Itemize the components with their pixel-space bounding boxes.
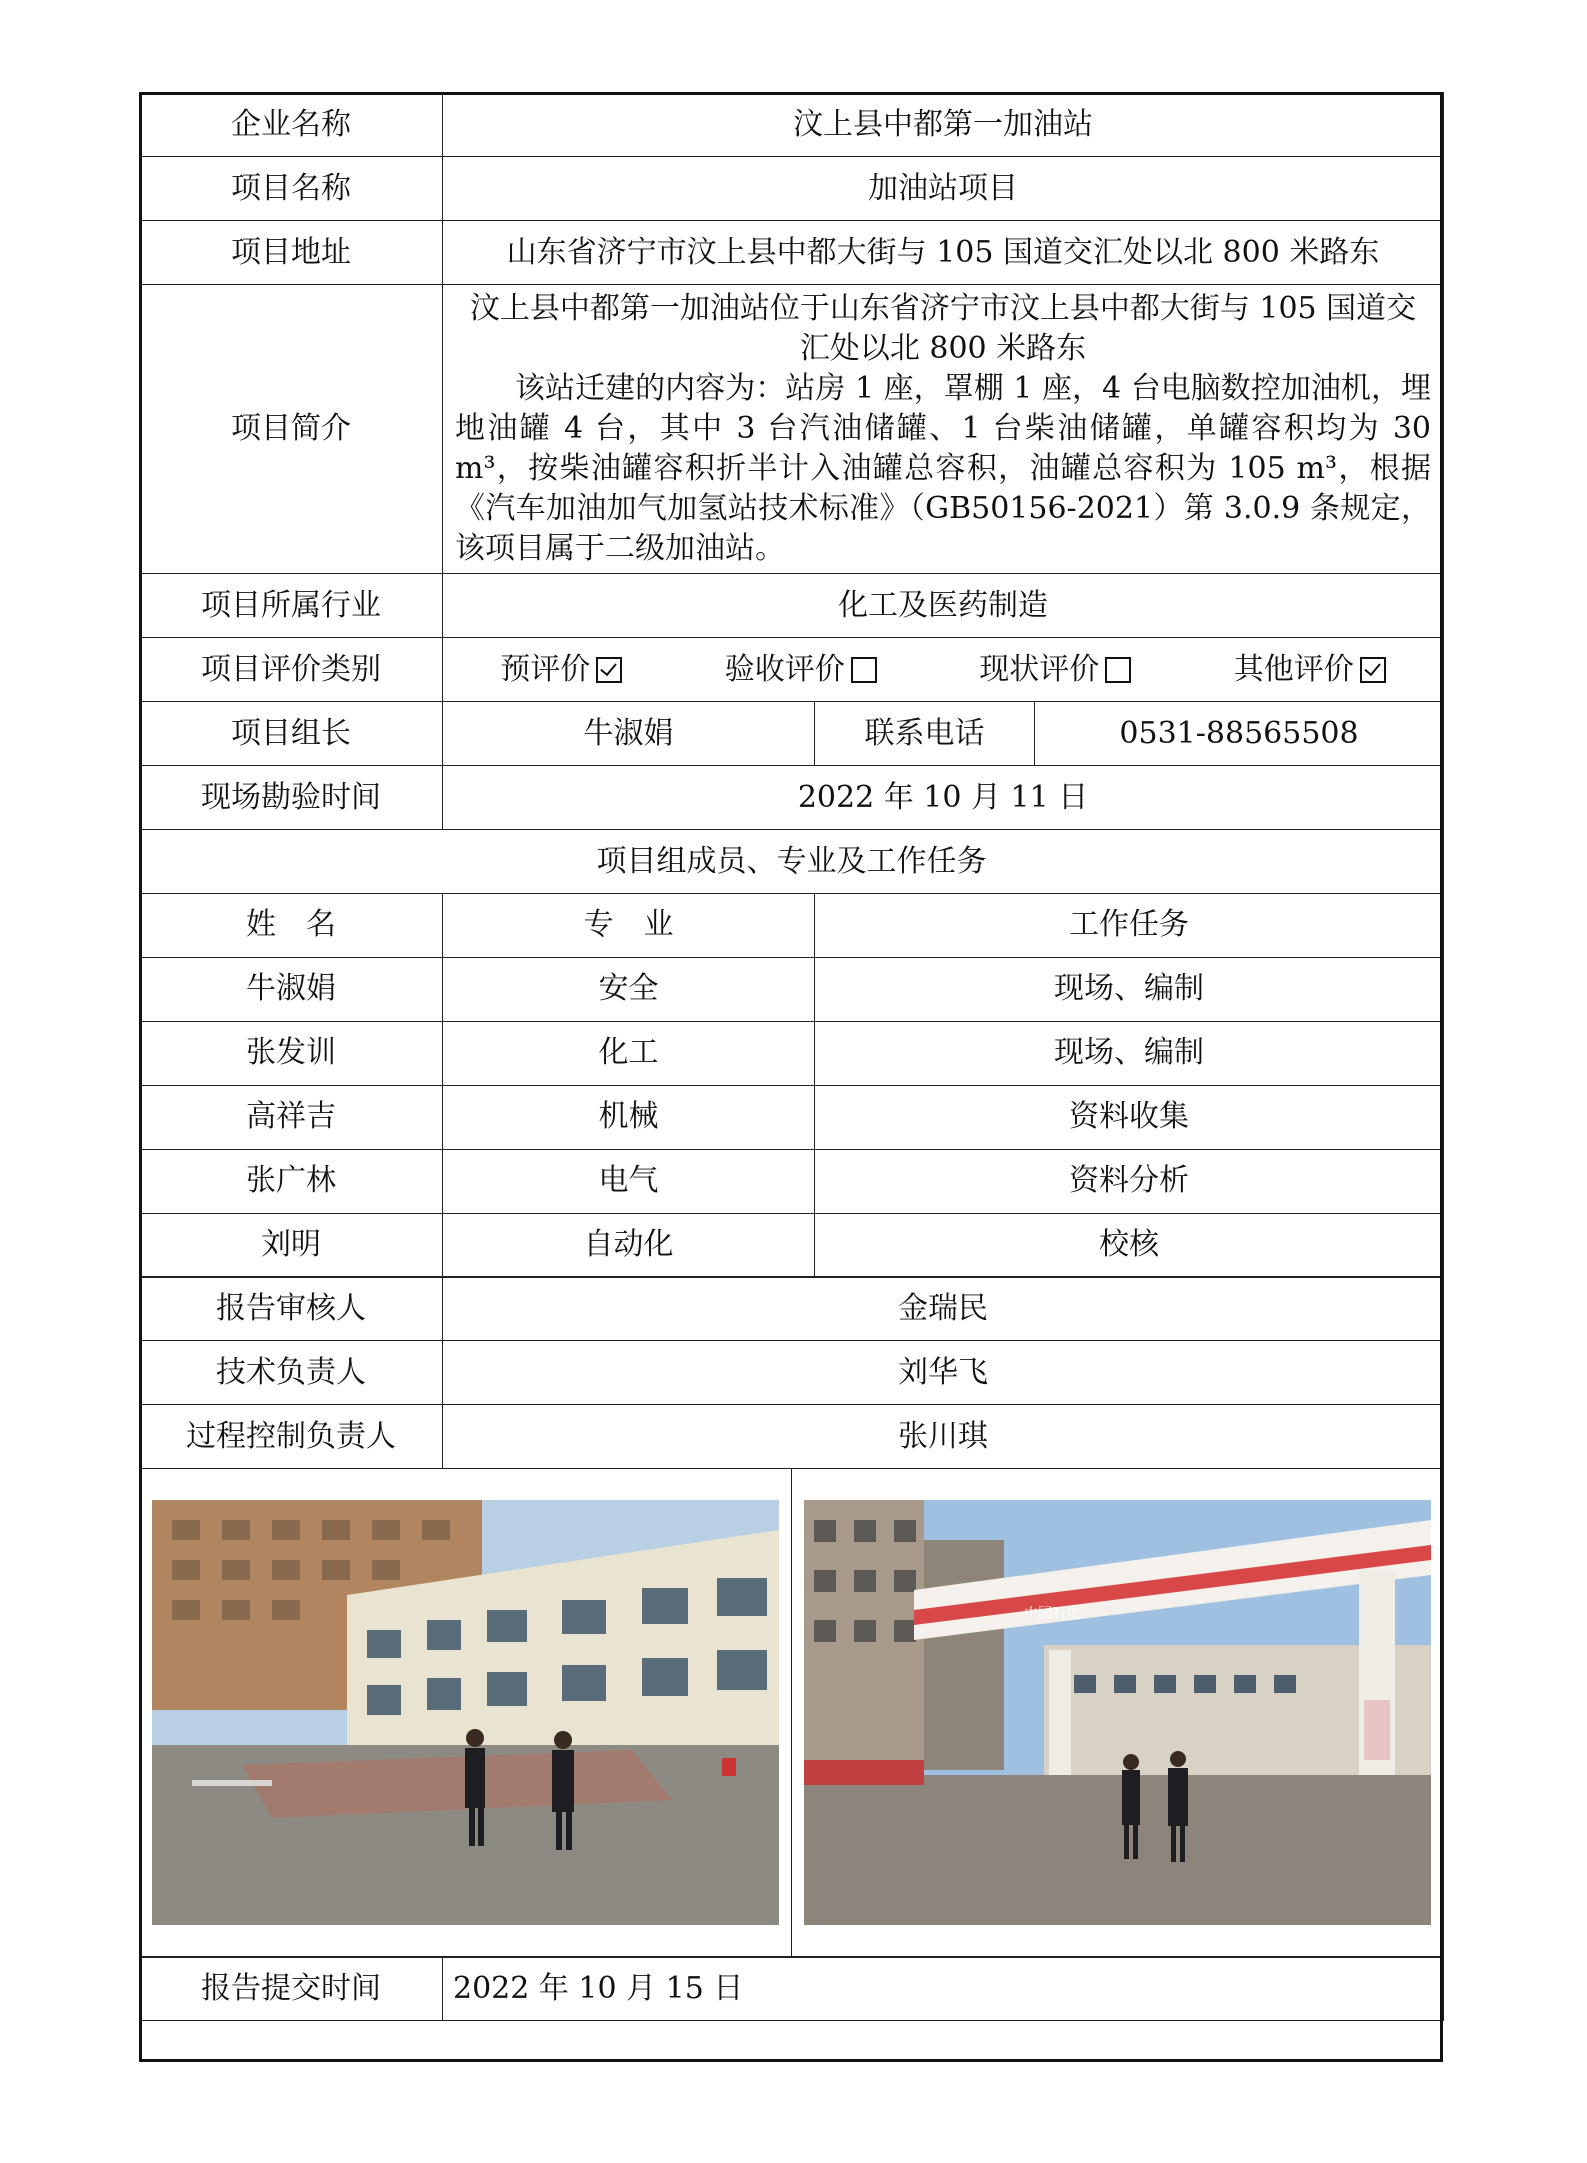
team-leader-label: 项目组长 xyxy=(140,702,443,766)
member-name: 牛淑娟 xyxy=(140,957,443,1021)
header-major: 专 业 xyxy=(443,893,815,957)
process-lead-label: 过程控制负责人 xyxy=(140,1405,443,1469)
project-name-value: 加油站项目 xyxy=(443,157,1444,221)
table-row xyxy=(140,1085,1444,1149)
member-name: 张广林 xyxy=(140,1149,443,1213)
signoff-table xyxy=(139,1276,1444,1469)
submit-time-value: 2022 年 10 月 15 日 xyxy=(443,1957,1444,2021)
checkbox-empty-icon[interactable] xyxy=(1105,657,1131,683)
member-task: 资料分析 xyxy=(815,1149,1444,1213)
option-status-evaluation[interactable] xyxy=(979,650,1131,690)
project-intro-label: 项目简介 xyxy=(140,285,443,574)
reviewer-value: 金瑞民 xyxy=(443,1277,1444,1341)
submit-time-label: 报告提交时间 xyxy=(140,1957,443,2021)
phone-value: 0531-88565508 xyxy=(1035,702,1444,766)
tech-lead-value: 刘华飞 xyxy=(443,1341,1444,1405)
evaluation-type-label: 项目评价类别 xyxy=(140,638,443,702)
reviewer-label: 报告审核人 xyxy=(140,1277,443,1341)
option-acceptance-evaluation-label: 验收评价 xyxy=(724,651,845,687)
member-task: 现场、编制 xyxy=(815,1021,1444,1085)
checkbox-checked-icon[interactable] xyxy=(1360,657,1386,683)
member-task: 资料收集 xyxy=(815,1085,1444,1149)
option-pre-evaluation[interactable] xyxy=(500,650,622,690)
member-name: 刘明 xyxy=(140,1213,443,1277)
project-intro-para1: 汶上县中都第一加油站位于山东省济宁市汶上县中都大街与 105 国道交汇处以北 800 米路东 xyxy=(469,291,1417,366)
project-intro-para2: 该站迁建的内容为：站房 1 座，罩棚 1 座，4 台电脑数控加油机，埋地油罐 4 台，其中 3 台汽油储罐、1 台柴油储罐，单罐容积均为 30 m³，按柴油罐容积折半计入油罐总容积，油罐总容积为 105 m³，根据《汽车加油加气加氢站技术标准》（GB50156-2021）第 3.0.9 条规定，该项目属于二级加油站。 xyxy=(455,371,1432,566)
canopy-brand-text: 中国石化 xyxy=(1024,1606,1080,1622)
member-task: 现场、编制 xyxy=(815,957,1444,1021)
photos-table xyxy=(139,1468,1444,1958)
survey-time-label: 现场勘验时间 xyxy=(140,766,443,830)
option-status-evaluation-label: 现状评价 xyxy=(979,651,1100,687)
tech-lead-label: 技术负责人 xyxy=(140,1341,443,1405)
option-acceptance-evaluation[interactable] xyxy=(725,650,877,690)
member-major: 自动化 xyxy=(443,1213,815,1277)
checkbox-checked-icon[interactable] xyxy=(596,657,622,683)
submit-table xyxy=(139,1956,1444,2021)
table-row xyxy=(140,1021,1444,1085)
member-task: 校核 xyxy=(815,1213,1444,1277)
member-major: 安全 xyxy=(443,957,815,1021)
company-value: 汶上县中都第一加油站 xyxy=(443,93,1444,157)
table-row xyxy=(140,1149,1444,1213)
member-name: 高祥吉 xyxy=(140,1085,443,1149)
evaluation-type-options xyxy=(443,638,1444,702)
project-name-label: 项目名称 xyxy=(140,157,443,221)
header-name: 姓 名 xyxy=(140,893,443,957)
table-row xyxy=(140,1213,1444,1277)
checkbox-empty-icon[interactable] xyxy=(851,657,877,683)
site-photo-canopy xyxy=(804,1500,1431,1925)
site-photo-station-building xyxy=(152,1500,779,1925)
members-table xyxy=(139,893,1444,1278)
members-section-title: 项目组成员、专业及工作任务 xyxy=(140,830,1444,894)
industry-value: 化工及医药制造 xyxy=(443,574,1444,638)
member-major: 机械 xyxy=(443,1085,815,1149)
phone-label: 联系电话 xyxy=(815,702,1035,766)
photo-cell-right xyxy=(792,1468,1444,1957)
company-label: 企业名称 xyxy=(140,93,443,157)
member-major: 电气 xyxy=(443,1149,815,1213)
survey-form xyxy=(139,92,1443,2062)
project-intro-value xyxy=(443,285,1444,574)
industry-label: 项目所属行业 xyxy=(140,574,443,638)
member-major: 化工 xyxy=(443,1021,815,1085)
process-lead-value: 张川琪 xyxy=(443,1405,1444,1469)
member-name: 张发训 xyxy=(140,1021,443,1085)
table-row xyxy=(140,957,1444,1021)
header-task: 工作任务 xyxy=(815,893,1444,957)
option-other-evaluation-label: 其他评价 xyxy=(1233,651,1354,687)
project-address-label: 项目地址 xyxy=(140,221,443,285)
option-other-evaluation[interactable] xyxy=(1234,650,1386,690)
project-address-value: 山东省济宁市汶上县中都大街与 105 国道交汇处以北 800 米路东 xyxy=(443,221,1444,285)
option-pre-evaluation-label: 预评价 xyxy=(500,651,591,687)
project-info-table xyxy=(139,92,1444,894)
survey-time-value: 2022 年 10 月 11 日 xyxy=(443,766,1444,830)
photo-cell-left xyxy=(140,1468,792,1957)
team-leader-value: 牛淑娟 xyxy=(443,702,815,766)
